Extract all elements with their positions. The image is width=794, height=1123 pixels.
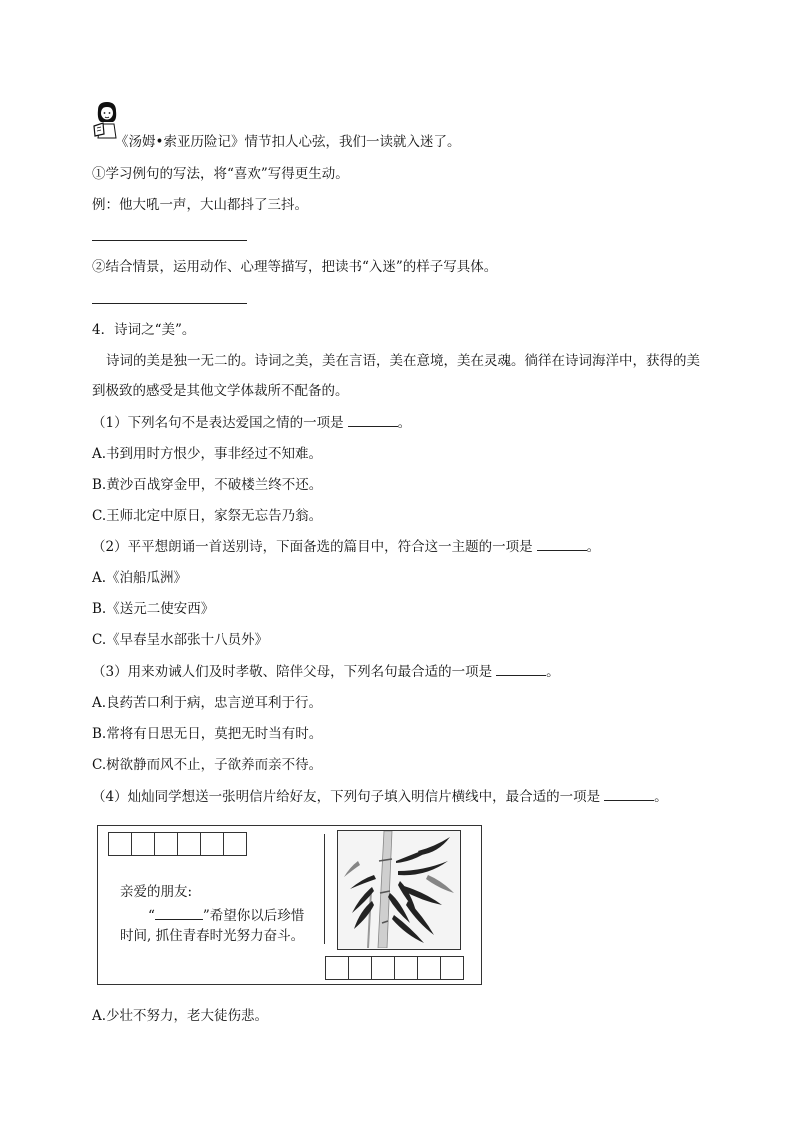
answer-line-1[interactable] bbox=[92, 240, 247, 241]
q4-sub2-option-b: B.《送元二使安西》 bbox=[92, 601, 215, 617]
postcode-box[interactable] bbox=[154, 832, 178, 856]
q4-sub1-stem: （1）下列名句不是表达爱国之情的一项是 。 bbox=[92, 415, 412, 431]
q3-intro: 《汤姆•索亚历险记》情节扣人心弦，我们一读就入迷了。 bbox=[115, 134, 461, 150]
bamboo-icon bbox=[338, 831, 459, 948]
postcard-divider bbox=[324, 834, 325, 944]
q4-sub3-option-c: C.树欲静而风不止，子欲养而亲不待。 bbox=[92, 757, 323, 773]
q4-title: 4．诗词之“美”。 bbox=[92, 322, 196, 338]
postcode-boxes bbox=[108, 832, 246, 856]
q4-sub1-option-b: B.黄沙百战穿金甲，不破楼兰终不还。 bbox=[92, 477, 323, 493]
postcode-box[interactable] bbox=[200, 832, 224, 856]
q4-sub2-option-c: C.《早春呈水部张十八员外》 bbox=[92, 632, 269, 648]
postcard-blank[interactable] bbox=[155, 908, 203, 920]
q4-paragraph-line-1: 诗词的美是独一无二的。诗词之美，美在言语，美在意境，美在灵魂。徜徉在诗词海洋中，获得的美 bbox=[106, 353, 700, 369]
postcode-box[interactable] bbox=[440, 956, 464, 980]
answer-line-2[interactable] bbox=[92, 303, 247, 304]
postcode-box[interactable] bbox=[131, 832, 155, 856]
answer-blank[interactable] bbox=[348, 414, 398, 427]
postcard-body-line-1: “ ”希望你以后珍惜 bbox=[148, 908, 305, 924]
postcode-box[interactable] bbox=[417, 956, 441, 980]
q4-sub2-stem: （2）平平想朗诵一首送别诗，下面备选的篇目中，符合这一主题的一项是 。 bbox=[92, 539, 601, 555]
q4-sub3-option-b: B.常将有日思无日，莫把无时当有时。 bbox=[92, 726, 323, 742]
postcode-box[interactable] bbox=[394, 956, 418, 980]
postcard-greeting: 亲爱的朋友: bbox=[120, 884, 193, 900]
answer-blank[interactable] bbox=[604, 788, 654, 801]
q4-paragraph-line-2: 到极致的感受是其他文学体裁所不配备的。 bbox=[92, 383, 349, 399]
q4-sub4-stem: （4）灿灿同学想送一张明信片给好友，下列句子填入明信片横线中，最合适的一项是 。 bbox=[92, 789, 668, 805]
postcode-box[interactable] bbox=[325, 956, 349, 980]
postcode-box[interactable] bbox=[223, 832, 247, 856]
q4-sub1-option-c: C.王师北定中原日，家祭无忘告乃翁。 bbox=[92, 508, 323, 524]
postcode-box[interactable] bbox=[108, 832, 132, 856]
bamboo-painting bbox=[337, 830, 461, 950]
postcard-body-line-2: 时间, 抓住青春时光努力奋斗。 bbox=[120, 928, 305, 944]
postcard bbox=[97, 825, 482, 985]
postcode-box[interactable] bbox=[177, 832, 201, 856]
q3-task-1: ①学习例句的写法，将“喜欢”写得更生动。 bbox=[92, 166, 349, 182]
sender-postcode-boxes bbox=[325, 956, 463, 980]
postcode-box[interactable] bbox=[371, 956, 395, 980]
q4-sub4-option-a: A.少壮不努力，老大徒伤悲。 bbox=[92, 1008, 269, 1024]
q4-sub3-stem: （3）用来劝诫人们及时孝敬、陪伴父母，下列名句最合适的一项是 。 bbox=[92, 664, 560, 680]
q4-sub2-option-a: A.《泊船瓜洲》 bbox=[92, 570, 188, 586]
answer-blank[interactable] bbox=[496, 663, 546, 676]
q4-sub1-option-a: A.书到用时方恨少，事非经过不知难。 bbox=[92, 446, 323, 462]
answer-blank[interactable] bbox=[537, 538, 587, 551]
q3-task-2: ②结合情景，运用动作、心理等描写，把读书“入迷”的样子写具体。 bbox=[92, 259, 498, 275]
q3-example: 例：他大吼一声，大山都抖了三抖。 bbox=[92, 197, 308, 213]
q4-sub3-option-a: A.良药苦口利于病，忠言逆耳利于行。 bbox=[92, 695, 323, 711]
postcode-box[interactable] bbox=[348, 956, 372, 980]
